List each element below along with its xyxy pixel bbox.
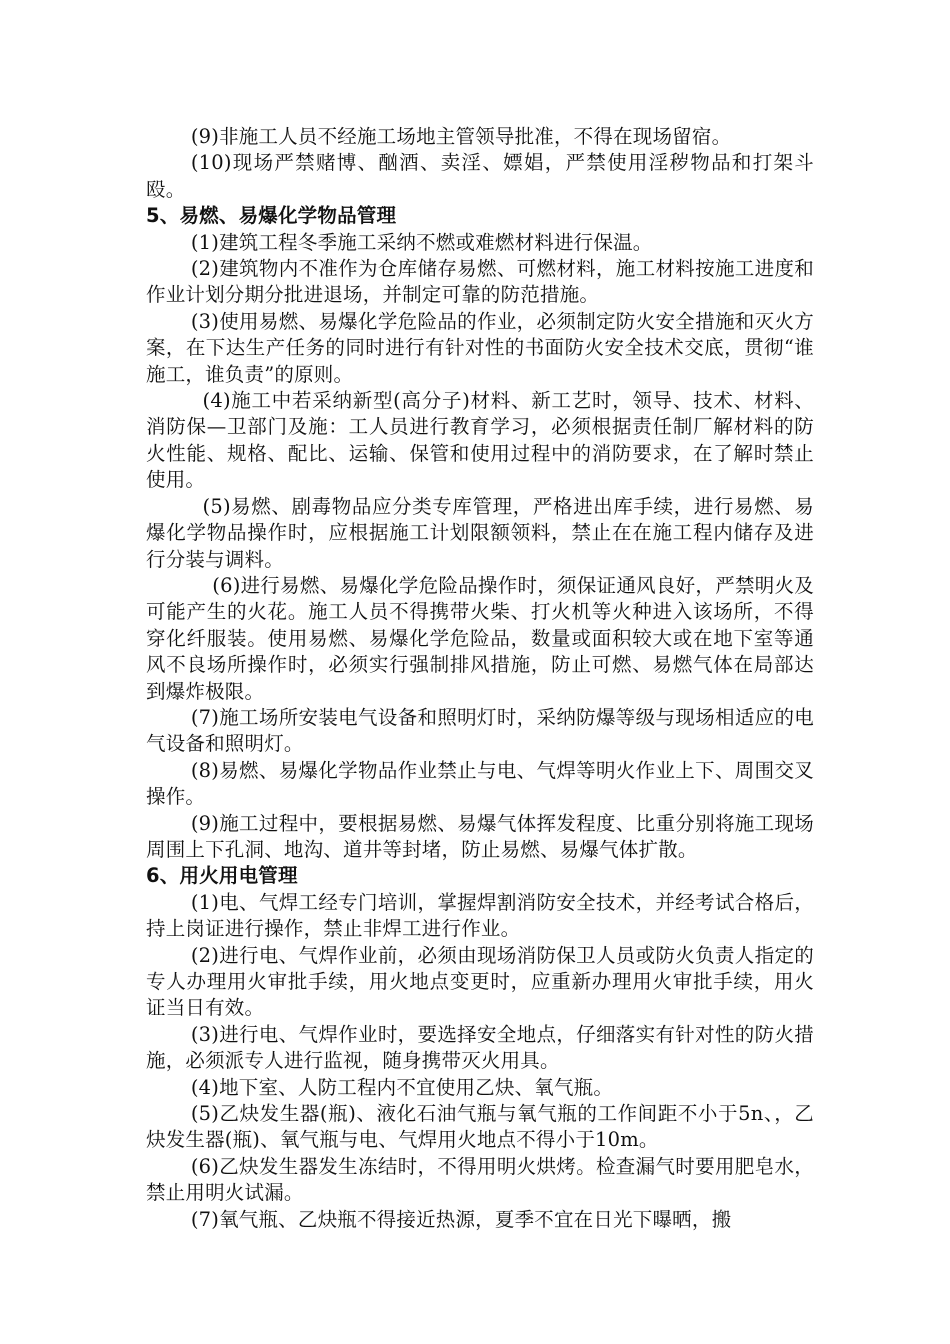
paragraph: (2)进行电、气焊作业前，必须由现场消防保卫人员或防火负责人指定的专人办理用火审批手续，用火地点变更时，应重新办理用火审批手续，用火证当日有效。 (146, 943, 814, 1020)
section-heading: 5、易燃、易爆化学物品管理 (146, 204, 397, 228)
paragraph: (1)电、气焊工经专门培训，掌握焊割消防安全技术，并经考试合格后，持上岗证进行操作，禁止非焊工进行作业。 (146, 890, 814, 941)
paragraph: (6)乙炔发生器发生冻结时，不得用明火烘烤。检查漏气时要用肥皂水，禁止用明火试漏。 (146, 1154, 814, 1205)
paragraph: (5)易燃、剧毒物品应分类专库管理，严格进出库手续，进行易燃、易爆化学物品操作时，应根据施工计划限额领料，禁止在在施工程内储存及进行分装与调料。 (146, 494, 814, 571)
document-page (146, 124, 814, 1233)
paragraph: (9)施工过程中，要根据易燃、易爆气体挥发程度、比重分别将施工现场周围上下孔洞、地沟、道井等封堵，防止易燃、易爆气体扩散。 (146, 811, 814, 861)
paragraph: (2)建筑物内不准作为仓库储存易燃、可燃材料，施工材料按施工进度和作业计划分期分批进退场，并制定可靠的防范措施。 (146, 257, 814, 307)
paragraph: (3)使用易燃、易爆化学危险品的作业，必须制定防火安全措施和灭火方案，在下达生产任务的同时进行有针对性的书面防火安全技术交底，贯彻“谁施工，谁负责”的原则。 (146, 309, 814, 386)
paragraph: (5)乙炔发生器(瓶)、液化石油气瓶与氧气瓶的工作间距不小于5n、，乙炔发生器(瓶)、氧气瓶与电、气焊用火地点不得小于10m。 (146, 1102, 814, 1152)
section-heading: 6、用火用电管理 (146, 864, 298, 888)
paragraph: (9)非施工人员不经施工场地主管领导批准，不得在现场留宿。 (190, 125, 732, 148)
paragraph: (3)进行电、气焊作业时，要选择安全地点，仔细落实有针对性的防火措施，必须派专人进行监视，随身携带灭火用具。 (146, 1022, 814, 1073)
paragraph: (1)建筑工程冬季施工采纳不燃或难燃材料进行保温。 (190, 230, 653, 254)
paragraph: (10)现场严禁赌博、酗酒、卖淫、嫖娼，严禁使用淫秽物品和打架斗殴。 (146, 151, 814, 201)
paragraph: (7)施工场所安装电气设备和照明灯时，采纳防爆等级与现场相适应的电气设备和照明灯。 (146, 705, 814, 756)
paragraph: (6)进行易燃、易爆化学危险品操作时，须保证通风良好，严禁明火及可能产生的火花。施工人员不得携带火柴、打火机等火种进入该场所，不得穿化纤服装。使用易燃、易爆化学危险品，数量或面积较大或在地下室等通风不良场所操作时，必须实行强制排风措施，防止可燃、易燃气体在局部达到爆炸极限。 (146, 573, 814, 703)
paragraph: (4)施工中若采纳新型(高分子)材料、新工艺时，领导、技术、材料、消防保—卫部门及施：工人员进行教育学习，必须根据责任制厂解材料的防火性能、规格、配比、运输、保管和使用过程中的消防要求，在了解时禁止使用。 (146, 389, 814, 492)
paragraph: (8)易燃、易爆化学物品作业禁止与电、气焊等明火作业上下、周围交叉操作。 (146, 758, 814, 809)
paragraph: (4)地下室、人防工程内不宜使用乙炔、氧气瓶。 (190, 1075, 614, 1099)
paragraph: (7)氧气瓶、乙炔瓶不得接近热源，夏季不宜在日光下曝晒，搬 (190, 1207, 732, 1231)
